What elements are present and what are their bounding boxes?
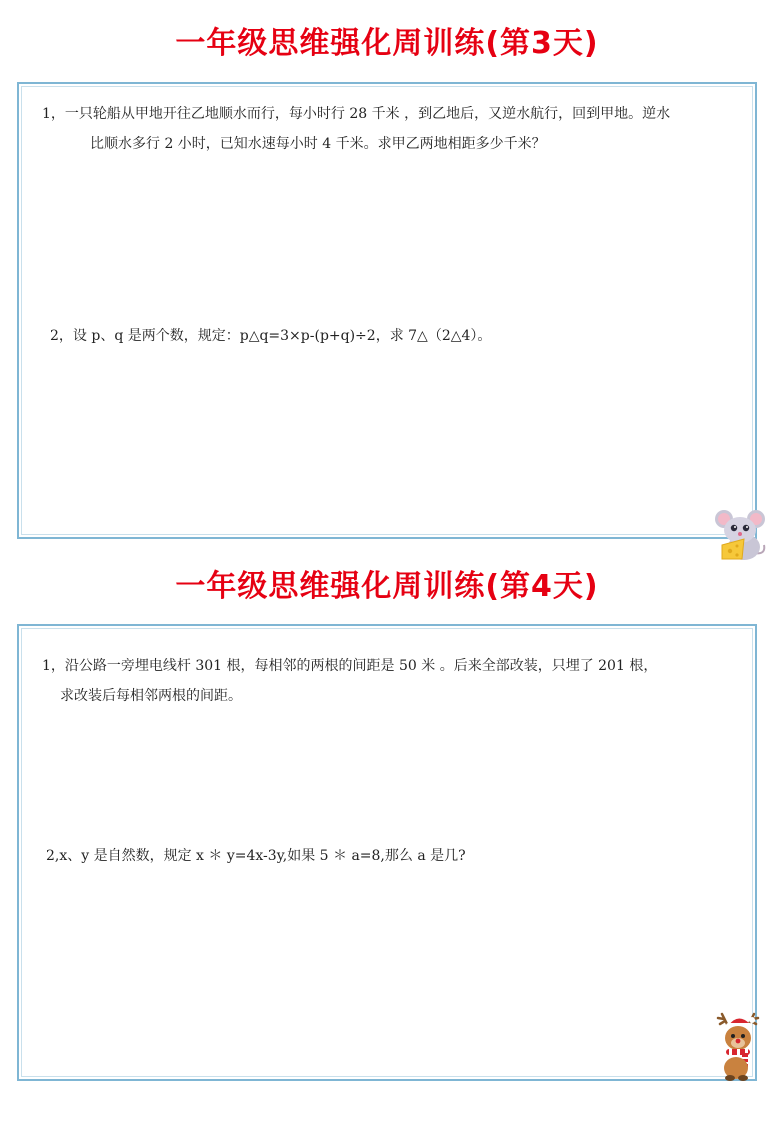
day3-question-2: 2，设 p、q 是两个数，规定：p△q=3×p-(p+q)÷2，求 7△（2△4）。 (50, 328, 492, 344)
mouse-with-cheese-icon (710, 505, 770, 565)
reindeer-with-scarf-icon (710, 1008, 766, 1082)
day3-title: 一年级思维强化周训练(第3天) (175, 26, 599, 61)
day3-question-1-line-1: 1，一只轮船从甲地开往乙地顺水而行，每小时行 28 千米 ，到乙地后，又逆水航行，回到甲地。逆水 (42, 106, 671, 122)
day3-question-1-line-2: 比顺水多行 2 小时，已知水速每小时 4 千米。求甲乙两地相距多少千米？ (90, 136, 546, 152)
day4-question-1-line-1: 1，沿公路一旁埋电线杆 301 根，每相邻的两根的间距是 50 米 。后来全部改装，只埋了 201 根， (42, 658, 658, 674)
day4-title: 一年级思维强化周训练(第4天) (175, 569, 599, 604)
day4-question-2: 2,x、y 是自然数，规定 x ＊ y=4x-3y,如果 5 ＊ a=8,那么 a 是几? (46, 848, 466, 864)
day4-question-1-line-2: 求改装后每相邻两根的间距。 (60, 688, 242, 704)
